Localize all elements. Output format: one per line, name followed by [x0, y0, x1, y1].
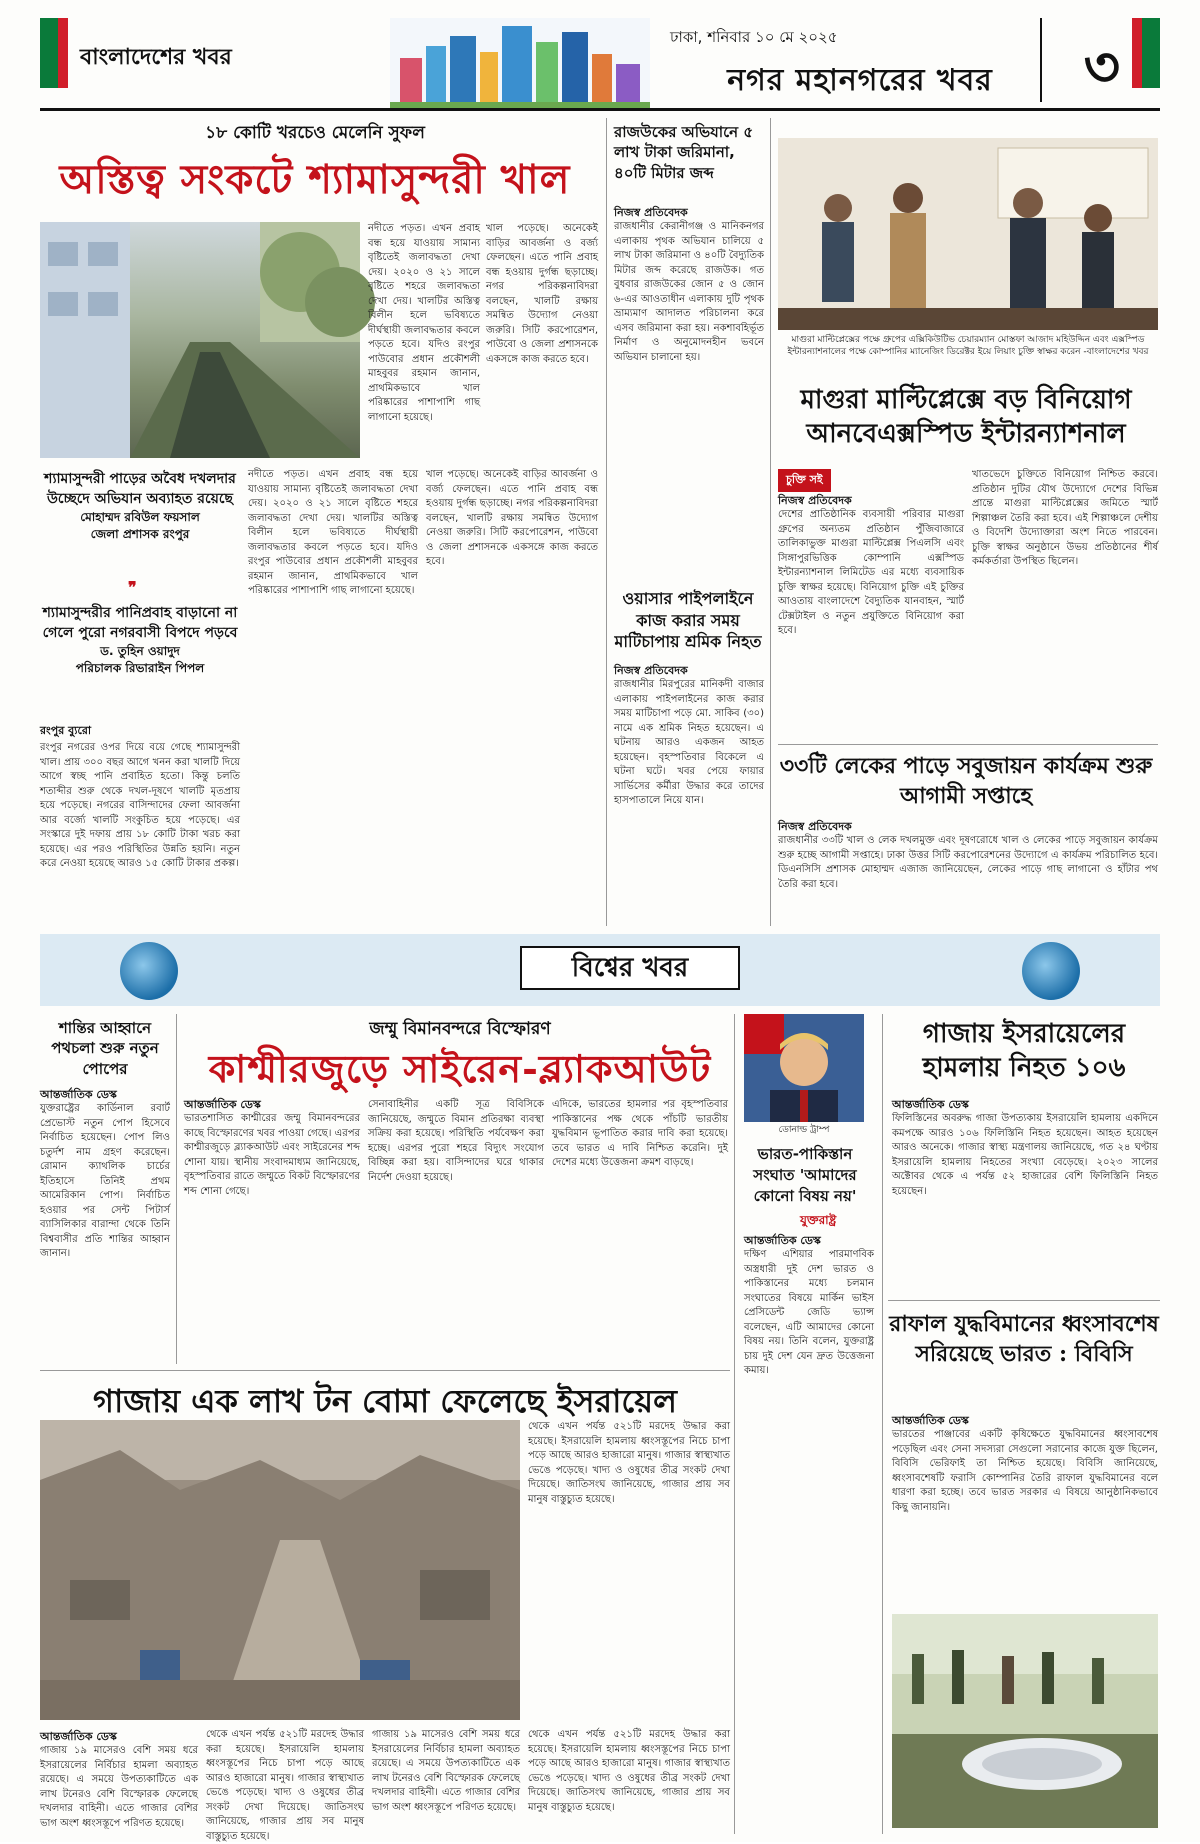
flag-red-left — [58, 18, 68, 88]
wasa-byline: নিজস্ব প্রতিবেদক — [614, 664, 688, 677]
bomb-rule — [40, 1370, 730, 1371]
col-divider — [606, 118, 607, 926]
kashmir-byline: আন্তর্জাতিক ডেস্ক — [184, 1098, 261, 1111]
trump-photo — [744, 1014, 864, 1122]
bomb-photo — [40, 1420, 520, 1720]
khal-kicker: ১৮ কোটি খরচেও মেলেনি সুফল — [205, 123, 425, 143]
rajuk-body: রাজধানীর কেরানীগঞ্জ ও মানিকনগর এলাকায় পৃথক অভিযান চালিয়ে ৫ লাখ টাকা জরিমানা ও ৪০টি বৈদ্যুতিক মিটার জব্দ করেছে রাজউক। গত বুধবার রাজউকের জোন ৫ ও জোন ৬-এর আওতাধীন এলাকায় দুটি পৃথক ভ্রাম্যমাণ আদালত পরিচালনা করে এসব জরিমানা করা হয়। নকশাবহির্ভূত নির্মাণ ও অনুমোদনহীন ভবনে অভিযান চালানো হয়। — [614, 221, 764, 363]
world-news-banner — [40, 934, 1160, 1006]
kashmir-body-a: ভারতশাসিত কাশ্মীরের জম্মু বিমানবন্দরের কাছে বিস্ফোরণের খবর পাওয়া গেছে। এরপর কাশ্মীরজুড়ে ব্ল্যাকআউট এবং সাইরেনের শব্দ শোনা যায়। স্থানীয় সংবাদমাধ্যম জানিয়েছে, বৃহস্পতিবার রাতে জম্মুতে বিকট বিস্ফোরণের শব্দ শোনা গেছে। — [184, 1113, 360, 1197]
khal-col-a — [40, 722, 240, 931]
trump-headline: ভারত-পাকিস্তান সংঘাত 'আমাদের কোনো বিষয় নয়' — [753, 1145, 857, 1205]
bomb-body-a-cont-2: গাজায় ১৯ মাসেরও বেশি সময় ধরে ইসরায়েলের নির্বিচার হামলা অব্যাহত রয়েছে। এ সময়ে উপত্যকাটিতে এক লাখ টনেরও বেশি বিস্ফোরক ফেলেছে দখলদার বাহিনী। এতে গাজার বেশির ভাগ অংশ ধ্বংসস্তূপে পরিণত হয়েছে। — [372, 1729, 520, 1813]
lake-body: রাজধানীর ৩৩টি খাল ও লেক দখলমুক্ত এবং দূষণরোধে খাল ও লেকের পাড়ে সবুজায়ন কার্যক্রম শুরু হচ্ছে আগামী সপ্তাহে। ঢাকা উত্তর সিটি করপোরেশনের উদ্যোগে এ কার্যক্রম পরিচালিত হবে। ডিএনসিসি প্রশাসক মোহাম্মদ এজাজ জানিয়েছেন, লেকের পাড়ে গাছ লাগানো ও হাঁটার পথ তৈরি করা হবে। — [778, 835, 1158, 890]
wasa-headline: ওয়াসার পাইপলাইনে কাজ করার সময় মাটিচাপায় শ্রমিক নিহত — [614, 589, 762, 652]
quote-2-text: শ্যামাসুন্দরীর পানিপ্রবাহ বাড়ানো না গেলে পুরো নগরবাসী বিপদে পড়বে — [42, 605, 238, 641]
trump-body: দক্ষিণ এশিয়ার পারমাণবিক অস্ত্রধারী দুই দেশ ভারত ও পাকিস্তানের মধ্যে চলমান সংঘাতের বিষয়ে মার্কিন ভাইস প্রেসিডেন্ট জেডি ভ্যান্স বলেছেন, এটি আমাদের কোনো বিষয় নয়। তিনি বলেন, যুক্তরাষ্ট্র চায় দুই দেশ যেন দ্রুত উত্তেজনা কমায়। — [744, 1249, 874, 1376]
rafale-body: ভারতের পাঞ্জাবের একটি কৃষিক্ষেতে যুদ্ধবিমানের ধ্বংসাবশেষ পড়েছিল এবং সেনা সদস্যরা সেগুলো সরানোর কাজে যুক্ত ছিলেন, বিবিসি ভেরিফাই তা নিশ্চিত হয়েছে। বিবিসি জানিয়েছে, ধ্বংসাবশেষটি ফরাসি কোম্পানির তৈরি রাফাল যুদ্ধবিমানের বলে ধারণা করা হচ্ছে। তবে ভারত সরকার এ বিষয়ে আনুষ্ঠানিকভাবে কিছু জানায়নি। — [892, 1429, 1158, 1513]
kashmir-headline: কাশ্মীরজুড়ে সাইরেন-ব্ল্যাকআউট — [208, 1046, 712, 1091]
bomb-body-a: গাজায় ১৯ মাসেরও বেশি সময় ধরে ইসরায়েলের নির্বিচার হামলা অব্যাহত রয়েছে। এ সময়ে উপত্যকাটিতে এক লাখ টনেরও বেশি বিস্ফোরক ফেলেছে দখলদার বাহিনী। এতে গাজার বেশির ভাগ অংশ ধ্বংসস্তূপে পরিণত হয়েছে। — [40, 1745, 198, 1829]
masthead-divider — [1040, 18, 1042, 102]
magura-tag — [778, 468, 831, 492]
bomb-body-b: থেকে এখন পর্যন্ত ৫২১টি মরদেহ উদ্ধার করা হয়েছে। ইসরায়েলি হামলায় ধ্বংসস্তূপের নিচে চাপা পড়ে আছে আরও হাজারো মানুষ। গাজার স্বাস্থ্যখাত ভেঙে পড়েছে। খাদ্য ও ওষুধের তীব্র সংকট দেখা দিয়েছে। জাতিসংঘ জানিয়েছে, গাজার প্রায় সব মানুষ বাস্তুচ্যুত হয়েছে। — [528, 1421, 730, 1505]
khal-body-b: নদীতে পড়ত। এখন প্রবাহ বন্ধ হয়ে যাওয়ায় সামান্য বৃষ্টিতেই জলাবদ্ধতা দেখা দেয়। ২০২০ ও ২১ সালে বৃষ্টিতে শহরে জলাবদ্ধতা দেখা দেয়। খালটির অস্তিত্ব বিলীন হলে ভবিষ্যতে দীর্ঘস্থায়ী জলাবদ্ধতার কবলে পড়তে হবে। যদিও রংপুর পাউবোর প্রধান প্রকৌশলী মাহবুবর রহমান জানান, প্রাথমিকভাবে খাল পরিষ্কারের পাশাপাশি গাছ লাগানো হয়েছে। — [368, 223, 480, 423]
section-title-left: বাংলাদেশের খবর — [80, 44, 232, 70]
kashmir-body-c: এদিকে, ভারতের হামলার পর বৃহস্পতিবার পাকিস্তানের পক্ষ থেকে পাঁচটি ভারতীয় যুদ্ধবিমান ভূপাতিত করার দাবি করা হয়েছে। তবে ভারত এ দাবি নিশ্চিত করেনি। দুই দেশের মধ্যে উত্তেজনা ক্রমশ বাড়ছে। — [552, 1099, 728, 1168]
globe-icon-left — [120, 942, 178, 1000]
khal-body-c: খাল পড়েছে। অনেকেই বাড়ির আবর্জনা ও বর্জ্য ফেলছেন। এতে পানি প্রবাহ বন্ধ হওয়ায় দুর্গন্ধ ছড়াচ্ছে। নগর পরিকল্পনাবিদরা বলছেন, খালটি রক্ষায় সমন্বিত উদ্যোগ নেওয়া জরুরি। সিটি করপোরেশন, পাউবো ও জেলা প্রশাসনকে একসঙ্গে কাজ করতে হবে। — [486, 223, 598, 365]
magura-caption-text: মাগুরা মাল্টিপ্লেক্সের পক্ষে গ্রুপের এক্সিকিউটিভ চেয়ারম্যান মোস্তফা আজাদ মহিউদ্দিন এবং এক্সস্পিড ইন্টারন্যাশনালের পক্ষে কোম্পানির ম্যানেজিং ডিরেক্টর ইয়ে লিয়াং চুক্তি স্বাক্ষর করেন — [787, 335, 1145, 358]
canal-image — [40, 222, 360, 458]
quote-2-title: পরিচালক রিভারাইন পিপল — [75, 660, 205, 675]
khal-quote-2 — [40, 604, 240, 677]
khal-body-a: রংপুর নগরের ওপর দিয়ে বয়ে গেছে শ্যামাসুন্দরী খাল। প্রায় ৩০০ বছর আগে খনন করা খালটি দিয়ে আগে স্বচ্ছ পানি প্রবাহিত হতো। কিন্তু চলতি শতাব্দীর শুরু থেকে দখল-দূষণে খালটি মৃতপ্রায় হয়ে পড়েছে। নগরের বাসিন্দাদের ফেলা আবর্জনা আর বর্জ্যে খালটি সংকুচিত হয়ে পড়েছে। এর সংস্কারে দুই দফায় প্রায় ১৮ কোটি টাকা খরচ করা হয়েছে। এর পরও পরিস্থিতির উন্নতি হয়নি। নতুন করে নেওয়া হয়েছে আরও ১৫ কোটি টাকার প্রকল্প। — [40, 742, 240, 869]
masthead-rule — [40, 108, 1160, 111]
gaza106-body: ফিলিস্তিনের অবরুদ্ধ গাজা উপত্যকায় ইসরায়েলি হামলায় একদিনে কমপক্ষে আরও ১০৬ ফিলিস্তিনি নিহত হয়েছেন। আহত হয়েছেন আরও অনেকে। গাজার স্বাস্থ্য মন্ত্রণালয় জানিয়েছে, গত ২৪ ঘণ্টায় ইসরায়েলি হামলায় নিহতের সংখ্যা বেড়েছে। ২০২৩ সালের অক্টোবর থেকে এ পর্যন্ত ৫২ হাজারের বেশি ফিলিস্তিনি নিহত হয়েছেন। — [892, 1113, 1158, 1197]
magura-caption — [778, 334, 1158, 358]
kashmir-body-b: সেনাবাহিনীর একটি সূত্র বিবিসিকে জানিয়েছে, জম্মুতে বিমান প্রতিরক্ষা ব্যবস্থা সক্রিয় করা হয়েছে। পরিস্থিতি পর্যবেক্ষণ করা হচ্ছে। এরপর পুরো শহরে বিদ্যুৎ সংযোগ বিচ্ছিন্ন করা হয়। বাসিন্দাদের ঘরে থাকার নির্দেশ দেওয়া হয়েছে। — [368, 1099, 544, 1183]
quote-1-text: শ্যামাসুন্দরী পাড়ের অবৈধ দখলদার উচ্ছেদে অভিযান অব্যাহত রয়েছে — [44, 471, 236, 507]
magura-tag-label: চুক্তি সই — [778, 469, 831, 492]
kashmir-kicker: জম্মু বিমানবন্দরে বিস্ফোরণ — [369, 1019, 551, 1039]
col-divider-5 — [882, 1014, 883, 1834]
trump-byline: আন্তর্জাতিক ডেস্ক — [744, 1234, 821, 1247]
magura-body-b: খাতভেদে চুক্তিতে বিনিয়োগ নিশ্চিত করবে। প্রতিষ্ঠান দুটির যৌথ উদ্যোগে দেশের বিভিন্ন প্রান্তে মাগুরা মাল্টিপ্লেক্সের জমিতে স্মার্ট শিল্পাঞ্চল তৈরি করা হবে। এই শিল্পাঞ্চলে দেশীয় ও বিদেশি উদ্যোক্তারা অংশ নিতে পারবেন। চুক্তি স্বাক্ষর অনুষ্ঠানে উভয় প্রতিষ্ঠানের শীর্ষ কর্মকর্তারা উপস্থিত ছিলেন। — [972, 469, 1158, 567]
khal-byline: রংপুর ব্যুরো — [40, 724, 92, 737]
rubble-image — [40, 1420, 520, 1720]
khal-photo — [40, 222, 360, 458]
rajuk-byline: নিজস্ব প্রতিবেদক — [614, 206, 688, 219]
rafale-headline: রাফাল যুদ্ধবিমানের ধ্বংসাবশেষ সরিয়েছে ভারত : বিবিসি — [889, 1311, 1159, 1367]
magura-photo-credit: -বাংলাদেশের খবর — [1083, 347, 1149, 358]
trump-caption: ডোনাল্ড ট্রাম্প — [778, 1125, 830, 1135]
col-divider-3 — [176, 1014, 177, 1364]
globe-icon-right — [1022, 942, 1080, 1000]
lake-rule — [778, 744, 1158, 745]
portrait-image — [744, 1014, 864, 1122]
masthead — [40, 18, 1160, 114]
pope-byline: আন্তর্জাতিক ডেস্ক — [40, 1088, 117, 1101]
wasa-body: রাজধানীর মিরপুরের মানিকদী বাজার এলাকায় পাইপলাইনের কাজ করার সময় মাটিচাপা পড়ে মো. সাকিব (৩০) নামে এক শ্রমিক নিহত হয়েছেন। এ ঘটনায় আরও একজন আহত হয়েছেন। বৃহস্পতিবার বিকেলে এ ঘটনা ঘটে। খবর পেয়ে ফায়ার সার্ভিসের কর্মীরা উদ্ধার করে তাদের হাসপাতালে নিয়ে যান। — [614, 679, 764, 806]
quote-1-title: জেলা প্রশাসক রংপুর — [90, 526, 190, 541]
lake-byline: নিজস্ব প্রতিবেদক — [778, 820, 852, 833]
wreckage-image — [892, 1614, 1158, 1828]
khal-quote-1 — [40, 470, 240, 543]
magura-photo — [778, 138, 1158, 330]
issue-date: ঢাকা, শনিবার ১০ মে ২০২৫ — [670, 28, 838, 46]
col-divider-2 — [770, 118, 771, 926]
rafale-photo — [892, 1614, 1158, 1828]
magura-byline: নিজস্ব প্রতিবেদক — [778, 494, 852, 507]
pope-headline: শান্তির আহ্বানে পথচলা শুরু নতুন পোপের — [51, 1019, 159, 1078]
city-skyline-icon — [390, 18, 650, 110]
gaza106-headline: গাজায় ইসরায়েলের হামলায় নিহত ১০৬ — [922, 1019, 1126, 1083]
rafale-rule — [888, 1300, 1160, 1301]
flag-green-right — [1142, 18, 1160, 88]
bomb-body-a-cont: থেকে এখন পর্যন্ত ৫২১টি মরদেহ উদ্ধার করা হয়েছে। ইসরায়েলি হামলায় ধ্বংসস্তূপের নিচে চাপা পড়ে আছে আরও হাজারো মানুষ। গাজার স্বাস্থ্যখাত ভেঙে পড়েছে। খাদ্য ও ওষুধের তীব্র সংকট দেখা দিয়েছে। জাতিসংঘ জানিয়েছে, গাজার প্রায় সব মানুষ বাস্তুচ্যুত হয়েছে। — [206, 1729, 364, 1842]
world-news-title: বিশ্বের খবর — [520, 946, 740, 990]
pope-body: যুক্তরাষ্ট্রের কার্ডিনাল রবার্ট প্রেভোস্ট নতুন পোপ হিসেবে নির্বাচিত হয়েছেন। পোপ লিও চতুর্দশ নাম গ্রহণ করেছেন। রোমান ক্যাথলিক চার্চের ইতিহাসে তিনিই প্রথম আমেরিকান পোপ। নির্বাচিত হওয়ার পর সেন্ট পিটার্স ব্যাসিলিকার বারান্দা থেকে তিনি বিশ্ববাসীর প্রতি শান্তির আহ্বান জানান। — [40, 1103, 170, 1259]
quote-1-name: মোহাম্মদ রবিউল ফয়সাল — [80, 510, 200, 525]
khal-body-c-cont: খাল পড়েছে। অনেকেই বাড়ির আবর্জনা ও বর্জ্য ফেলছেন। এতে পানি প্রবাহ বন্ধ হওয়ায় দুর্গন্ধ ছড়াচ্ছে। নগর পরিকল্পনাবিদরা বলছেন, খালটি রক্ষায় সমন্বিত উদ্যোগ নেওয়া জরুরি। সিটি করপোরেশন, পাউবো ও জেলা প্রশাসনকে একসঙ্গে কাজ করতে হবে। — [426, 469, 598, 567]
lake-headline: ৩৩টি লেকের পাড়ে সবুজায়ন কার্যক্রম শুরু আগামী সপ্তাহে — [779, 753, 1153, 809]
page-number: ৩ — [1083, 34, 1120, 100]
magura-body-a: দেশের প্রাতিষ্ঠানিক ব্যবসায়ী পরিবার মাগুরা গ্রুপের অন্যতম প্রতিষ্ঠান পুঁজিবাজারে তালিকাভুক্ত মাগুরা মাল্টিপ্লেক্স পিএলসি এবং সিঙ্গাপুরভিত্তিক কোম্পানি এক্সস্পিড ইন্টারন্যাশনাল লিমিটেড এর মধ্যে ব্যবসায়িক চুক্তি স্বাক্ষর হয়েছে। বিনিয়োগ চুক্তি এই চুক্তির আওতায় বাংলাদেশে বৈদ্যুতিক যানবাহন, স্মার্ট টেক্সটাইল ও নতুন প্রযুক্তিতে বিনিয়োগ করা হবে। — [778, 509, 964, 636]
quote-2-name: ড. তুহিন ওয়াদুদ — [100, 644, 180, 659]
trump-location: যুক্তরাষ্ট্র — [800, 1213, 837, 1227]
flag-green-left — [40, 18, 58, 88]
col-divider-4 — [734, 1014, 735, 1834]
signing-ceremony-image — [778, 138, 1158, 330]
bomb-body-b-cont: থেকে এখন পর্যন্ত ৫২১টি মরদেহ উদ্ধার করা হয়েছে। ইসরায়েলি হামলায় ধ্বংসস্তূপের নিচে চাপা পড়ে আছে আরও হাজারো মানুষ। গাজার স্বাস্থ্যখাত ভেঙে পড়েছে। খাদ্য ও ওষুধের তীব্র সংকট দেখা দিয়েছে। জাতিসংঘ জানিয়েছে, গাজার প্রায় সব মানুষ বাস্তুচ্যুত হয়েছে। — [528, 1729, 730, 1813]
bomb-headline: গাজায় এক লাখ টন বোমা ফেলেছে ইসরায়েল — [93, 1382, 677, 1420]
khal-headline: অস্তিত্ব সংকটে শ্যামাসুন্দরী খাল — [59, 156, 571, 203]
flag-red-right — [1132, 18, 1142, 88]
bomb-byline: আন্তর্জাতিক ডেস্ক — [40, 1730, 117, 1743]
gaza106-byline: আন্তর্জাতিক ডেস্ক — [892, 1098, 969, 1111]
magura-headline: মাগুরা মাল্টিপ্লেক্সে বড় বিনিয়োগ আনবেএক্সস্পিড ইন্টারন্যাশনাল — [800, 385, 1132, 449]
quote-mark-icon: ❞ — [128, 578, 137, 597]
section-title-right: নগর মহানগরের খবর — [727, 63, 993, 98]
rafale-byline: আন্তর্জাতিক ডেস্ক — [892, 1414, 969, 1427]
rajuk-headline: রাজউকের অভিযানে ৫ লাখ টাকা জরিমানা, ৪০টি মিটার জব্দ — [614, 123, 754, 182]
khal-body-a-cont: নদীতে পড়ত। এখন প্রবাহ বন্ধ হয়ে যাওয়ায় সামান্য বৃষ্টিতেই জলাবদ্ধতা দেখা দেয়। ২০২০ ও ২১ সালে বৃষ্টিতে শহরে জলাবদ্ধতা দেখা দেয়। খালটির অস্তিত্ব বিলীন হলে ভবিষ্যতে দীর্ঘস্থায়ী জলাবদ্ধতার কবলে পড়তে হবে। যদিও রংপুর পাউবোর প্রধান প্রকৌশলী মাহবুবর রহমান জানান, প্রাথমিকভাবে খাল পরিষ্কারের পাশাপাশি গাছ লাগানো হয়েছে। — [248, 469, 418, 596]
